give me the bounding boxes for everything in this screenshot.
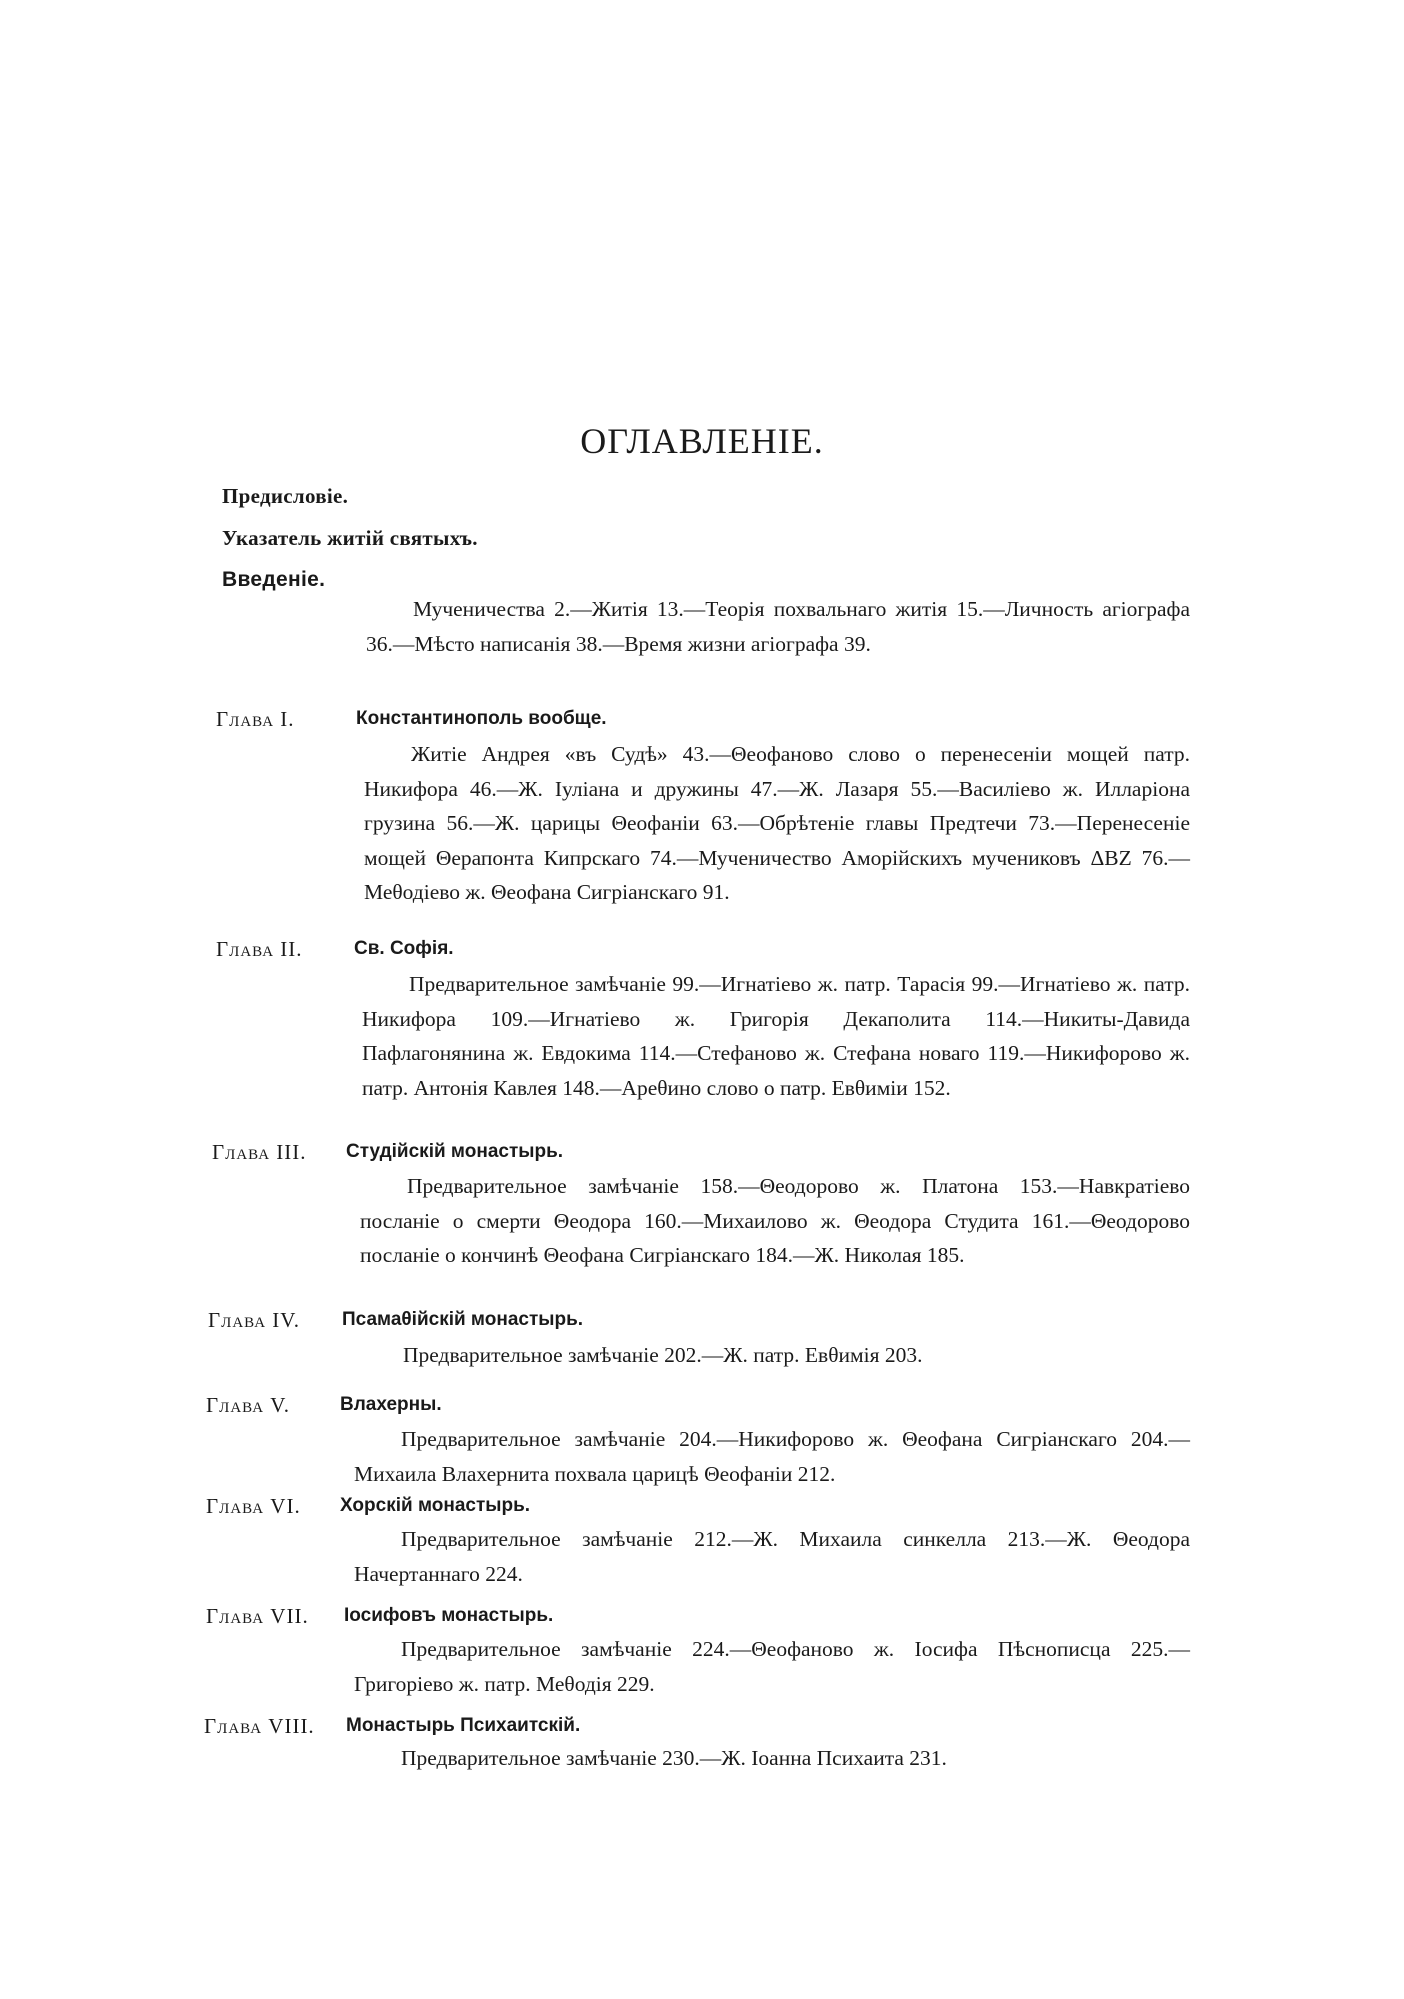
chapter-heading: Влахерны. xyxy=(340,1394,442,1415)
chapter-heading: Іосифовъ монастырь. xyxy=(344,1605,554,1626)
chapter-heading: Хорскій монастырь. xyxy=(340,1495,531,1516)
chapter-label: Глава VII. xyxy=(206,1604,309,1628)
chapter-contents: Предварительное замѣчаніе 99.—Игнатіево ж. патр. Тарасія 99.—Игнатіево ж. патр. Никифора 109.—Игнатіево ж. Григорія Декаполита 114.—Никиты-Давида Пафлагонянина ж. Евдокима 114.—Стефаново ж. Стефана новаго 119.—Никифорово ж. патр. Антонія Кавлея 148.—Ареθино слово о патр. Евθиміи 152. xyxy=(362,972,1190,1100)
page-title: ОГЛАВЛЕНІЕ. xyxy=(580,421,824,461)
chapter-contents: Предварительное замѣчаніе 204.—Никифорово ж. Θеофана Сигріанскаго 204.—Михаила Влахернита похвала царицѣ Θеофаніи 212. xyxy=(354,1427,1190,1486)
toc-entry-preface: Предисловіе. xyxy=(222,484,349,508)
chapter-contents: Предварительное замѣчаніе 224.—Θеофаново ж. Іосифа Пѣснописца 225.—Григоріево ж. патр. Меθодія 229. xyxy=(354,1637,1190,1696)
chapter-label: Глава II. xyxy=(216,937,303,961)
chapter-label: Глава III. xyxy=(212,1140,307,1164)
chapter-label: Глава V. xyxy=(206,1393,290,1417)
chapter-heading: Св. Софія. xyxy=(354,938,454,959)
chapter-label: Глава I. xyxy=(216,707,295,731)
introduction-contents: Мученичества 2.—Житія 13.—Теорія похвальнаго житія 15.—Личность агіографа 36.—Мѣсто написанія 38.—Время жизни агіографа 39. xyxy=(366,597,1190,656)
chapter-heading: Псамаθійскій монастырь. xyxy=(342,1309,584,1330)
chapter-heading: Студійскій монастырь. xyxy=(346,1141,564,1162)
chapter-label: Глава IV. xyxy=(208,1308,300,1332)
chapter-contents: Предварительное замѣчаніе 230.—Ж. Іоанна Психаита 231. xyxy=(401,1746,947,1770)
chapter-contents: Житіе Андрея «въ Судѣ» 43.—Θеофаново слово о перенесеніи мощей патр. Никифора 46.—Ж. Іуліана и дружины 47.—Ж. Лазаря 55.—Василіево ж. Илларіона грузина 56.—Ж. царицы Θеофаніи 63.—Обрѣтеніе главы Предтечи 73.—Перенесеніе мощей Θерапонта Кипрскаго 74.—Мученичество Аморійскихъ мучениковъ ΔΒΖ 76.—Меθодіево ж. Θеофана Сигріанскаго 91. xyxy=(364,742,1190,904)
toc-entry-index: Указатель житій святыхъ. xyxy=(222,526,478,550)
chapter-contents: Предварительное замѣчаніе 158.—Θеодорово ж. Платона 153.—Навкратіево посланіе о смерти Θеодора 160.—Михаилово ж. Θеодора Студита 161.—Θеодорово посланіе о кончинѣ Θеофана Сигріанскаго 184.—Ж. Николая 185. xyxy=(360,1174,1190,1267)
chapter-contents: Предварительное замѣчаніе 202.—Ж. патр. Евθимія 203. xyxy=(403,1343,923,1367)
chapter-heading: Константинополь вообще. xyxy=(356,708,607,729)
chapter-label: Глава VI. xyxy=(206,1494,301,1518)
chapter-contents: Предварительное замѣчаніе 212.—Ж. Михаила синкелла 213.—Ж. Θеодора Начертаннаго 224. xyxy=(354,1527,1190,1586)
chapter-label: Глава VIII. xyxy=(204,1714,315,1738)
chapter-heading: Монастырь Психаитскій. xyxy=(346,1715,581,1736)
toc-entry-introduction: Введеніе. xyxy=(222,568,326,591)
